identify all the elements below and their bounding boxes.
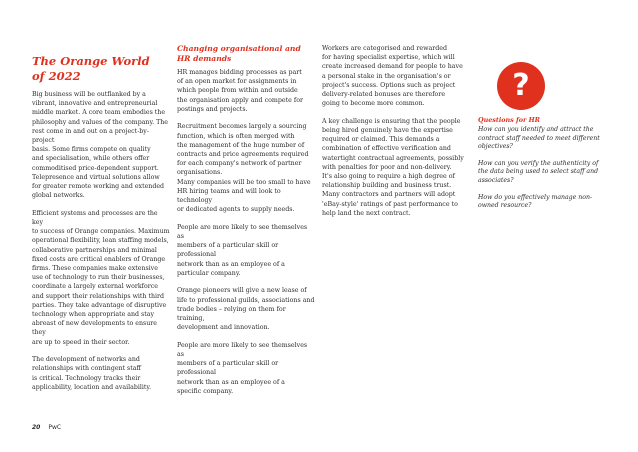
paragraph: Big business will be outflanked by a vibrant, innovative and entrepreneurial middle market. A core team embodies the philosophy and values of the company. The rest come in and out on a project-by-project basis. Some firms compete on quality and specialisation, while others offer commoditised price-dependent support. Telepresence and virtual solutions allow for greater remote working and extended global networks. <box>32 91 169 200</box>
paragraph: HR manages bidding processes as part of an open market for assignments in which people from within and outside the organisation apply and compete for postings and projects. <box>177 69 304 113</box>
question-mark-glyph: ? <box>512 68 530 103</box>
page-number: 20 <box>32 424 41 431</box>
paragraph: Efficient systems and processes are the key to success of Orange companies. Maximum operational flexibility, lean staffing models, collaborative partnerships and minimal fixed costs are critical enablers of Orange firms. These companies make extensive use of technology to run their businesses, coordinate a largely external workforce and support their relationships with third parties. They take advantage of disruptive technology when appropriate and stay abreast of new developments to ensure they are up to speed in their sector. <box>32 209 170 346</box>
questions-sidebar <box>478 44 614 219</box>
paragraph: Recruitment becomes largely a sourcing function, which is often merged with the management of the huge number of contracts and price agreements required for each company's network of partner organisations. Many companies will be too small to have HR hiring teams and will look to technology or dedicated agents to supply needs. <box>177 123 311 214</box>
paragraph: Workers are categorised and rewarded for having specialist expertise, which will create increased demand for people to have a personal stake in the organisation's or project's success. Options such as project delivery-related bonuses are therefore going to become more common. <box>322 45 463 108</box>
paragraph: People are more likely to see themselves as members of a particular skill or professional network than as an employee of a specific company. <box>177 341 308 395</box>
question-mark-icon <box>497 62 545 110</box>
page-footer <box>32 424 61 431</box>
question-item: How can you verify the authenticity of the data being used to select staff and associates? <box>478 159 599 184</box>
question-item: How can you identify and attract the contract staff needed to meet different objectives? <box>478 126 600 151</box>
paragraph: People are more likely to see themselves as members of a particular skill or professional network than as an employee of a particular company. <box>177 223 308 277</box>
section-title-hr-demands: Changing organisational and HR demands <box>177 44 301 63</box>
paragraph: The development of networks and relationships with contingent staff is critical. Technology tracks their applicability, location and availability. <box>32 356 152 391</box>
paragraph: A key challenge is ensuring that the people being hired genuinely have the expertise required or claimed. This demands a combination of effective verification and watertight contractual agreements, possibly with penalties for poor and non-delivery. It's also going to require a high degree of relationship building and business trust. Many contractors and partners will adopt 'eBay-style' ratings of past performance to help land the next contract. <box>322 117 464 217</box>
question-item: How do you effectively manage non- owned resource? <box>478 193 593 210</box>
column-hr-demands <box>177 44 315 404</box>
column-workers <box>322 44 470 226</box>
paragraph: Orange pioneers will give a new lease of life to professional guilds, associations and trade bodies – relying on them for training, development and innovation. <box>177 287 315 332</box>
brand-name: PwC <box>48 424 62 431</box>
column-orange-world <box>32 44 170 400</box>
questions-title: Questions for HR <box>478 116 540 124</box>
section-title-orange-world: The Orange World of 2022 <box>32 54 150 83</box>
